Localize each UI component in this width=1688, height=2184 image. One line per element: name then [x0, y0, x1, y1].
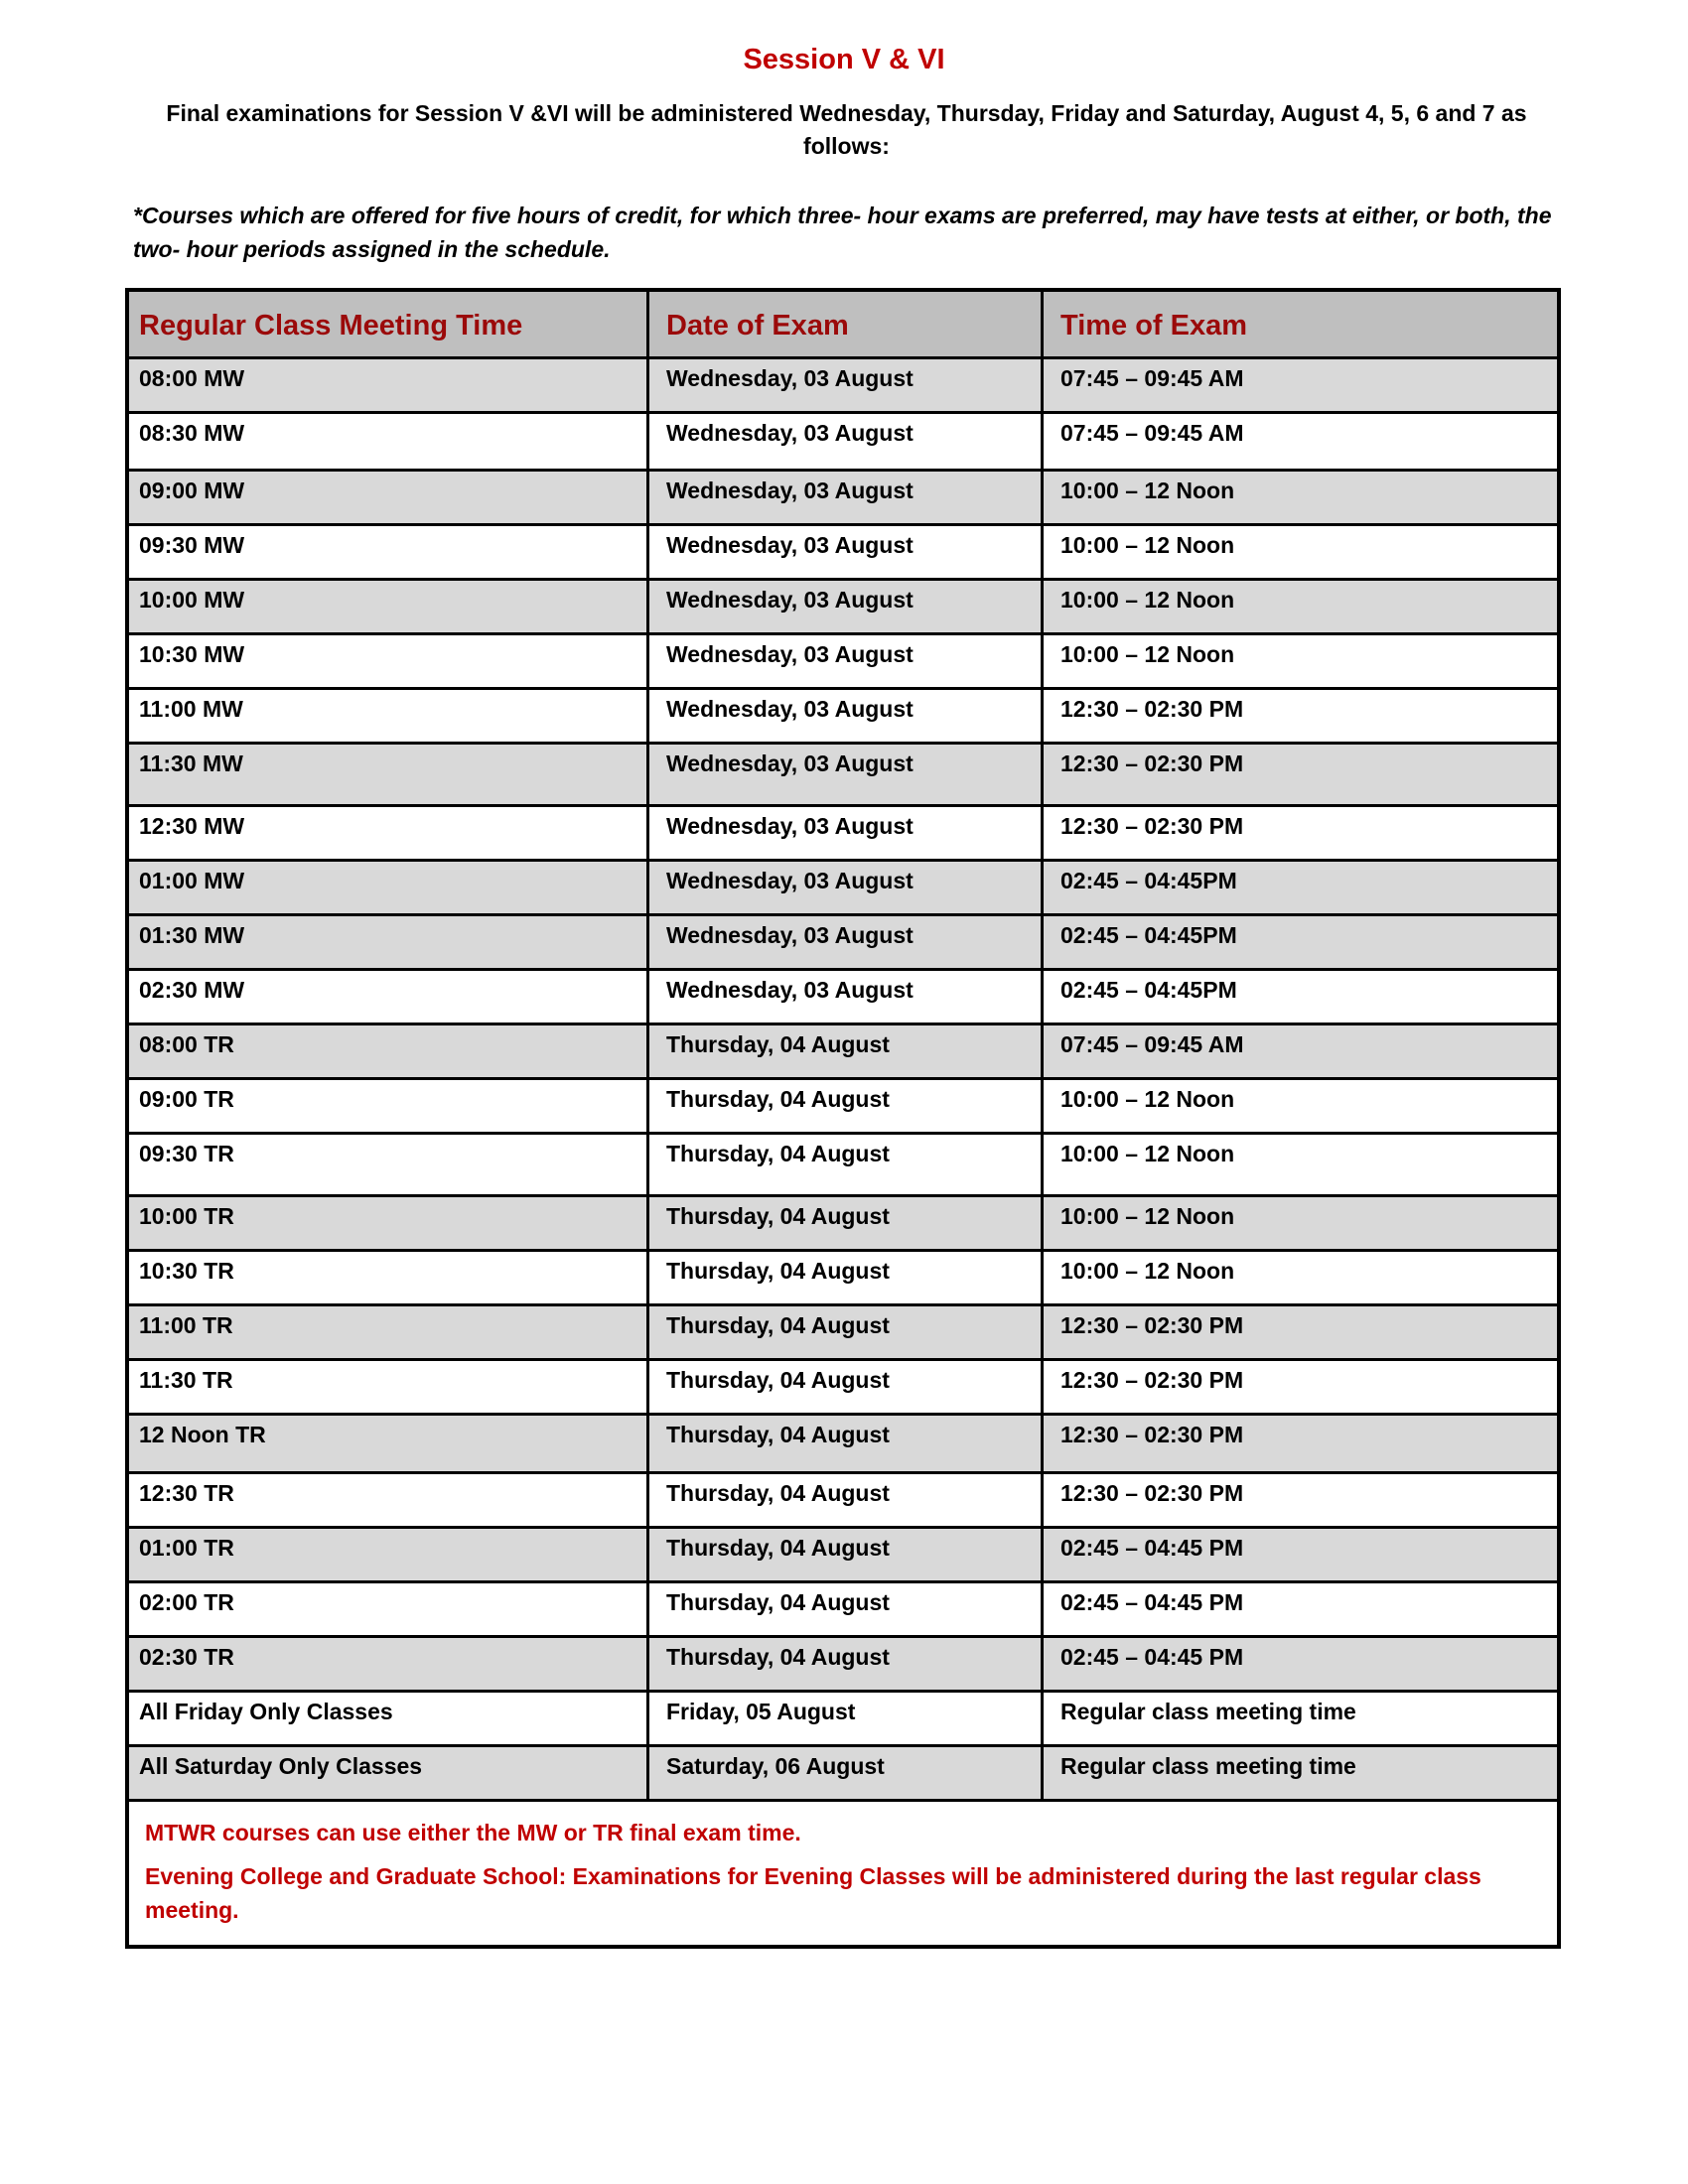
meeting-time-cell: 12:30 MW	[129, 807, 649, 859]
table-row	[129, 1197, 1557, 1252]
exam-time-cell: 10:00 – 12 Noon	[1060, 1086, 1235, 1112]
meeting-time-cell: 10:30 MW	[129, 635, 649, 687]
header-exam-time: Time of Exam	[1060, 310, 1248, 341]
exam-time-cell: 10:00 – 12 Noon	[1060, 1141, 1235, 1166]
exam-time-cell: 10:00 – 12 Noon	[1060, 1203, 1235, 1229]
exam-date-cell: Wednesday, 03 August	[649, 971, 1044, 1023]
exam-time-cell: 12:30 – 02:30 PM	[1060, 1422, 1244, 1447]
meeting-time-cell: 09:30 MW	[129, 526, 649, 578]
header-exam-date: Date of Exam	[649, 292, 1044, 356]
meeting-time-cell: 12:30 TR	[129, 1474, 649, 1526]
exam-time-cell: 12:30 – 02:30 PM	[1060, 813, 1244, 839]
meeting-time-cell: 10:00 TR	[129, 1197, 649, 1249]
exam-time-cell: Regular class meeting time	[1060, 1753, 1356, 1779]
meeting-time-cell: 02:00 TR	[129, 1583, 649, 1635]
exam-time-cell: 02:45 – 04:45 PM	[1060, 1644, 1244, 1670]
exam-time-cell: 10:00 – 12 Noon	[1060, 641, 1235, 667]
exam-time-cell: 10:00 – 12 Noon	[1060, 587, 1235, 613]
exam-date-cell: Thursday, 04 August	[649, 1080, 1044, 1132]
meeting-time-cell: 11:30 TR	[129, 1361, 649, 1413]
exam-date-cell: Wednesday, 03 August	[649, 581, 1044, 632]
table-body	[129, 359, 1557, 1802]
exam-date-cell: Thursday, 04 August	[649, 1638, 1044, 1690]
exam-time-cell: 07:45 – 09:45 AM	[1060, 420, 1244, 446]
meeting-time-cell: 11:30 MW	[129, 745, 649, 804]
meeting-time-cell: 09:30 TR	[129, 1135, 649, 1194]
table-row	[129, 472, 1557, 526]
exam-time-cell: 12:30 – 02:30 PM	[1060, 1312, 1244, 1338]
exam-date-cell: Thursday, 04 August	[649, 1306, 1044, 1358]
exam-time-cell: 12:30 – 02:30 PM	[1060, 1480, 1244, 1506]
mtwr-note: MTWR courses can use either the MW or TR final exam time.	[145, 1820, 801, 1845]
table-row	[129, 1529, 1557, 1583]
exam-date-cell: Thursday, 04 August	[649, 1529, 1044, 1580]
exam-date-cell: Wednesday, 03 August	[649, 635, 1044, 687]
meeting-time-cell: 01:00 MW	[129, 862, 649, 913]
meeting-time-cell: 01:00 TR	[129, 1529, 649, 1580]
table-row	[129, 1306, 1557, 1361]
exam-schedule-table	[125, 288, 1561, 1949]
table-row	[129, 581, 1557, 635]
meeting-time-cell: 08:00 TR	[129, 1025, 649, 1077]
header-meeting-time: Regular Class Meeting Time	[129, 292, 649, 356]
evening-note: Evening College and Graduate School: Examinations for Evening Classes will be administered during the last regular class meeting.	[145, 1863, 1481, 1923]
exam-date-cell: Thursday, 04 August	[649, 1583, 1044, 1635]
exam-time-cell: 12:30 – 02:30 PM	[1060, 751, 1244, 776]
table-header-row	[129, 292, 1557, 359]
exam-time-cell: 02:45 – 04:45PM	[1060, 977, 1237, 1003]
table-row	[129, 1747, 1557, 1802]
intro-paragraph: Final examinations for Session V &VI will be administered Wednesday, Thursday, Friday and Saturday, August 4, 5, 6 and 7 as follows:	[166, 100, 1527, 159]
table-row	[129, 916, 1557, 971]
table-row	[129, 1416, 1557, 1474]
meeting-time-cell: 10:00 MW	[129, 581, 649, 632]
table-row	[129, 745, 1557, 807]
table-row	[129, 1583, 1557, 1638]
table-row	[129, 807, 1557, 862]
table-row	[129, 1025, 1557, 1080]
exam-time-cell: 02:45 – 04:45PM	[1060, 922, 1237, 948]
table-row	[129, 690, 1557, 745]
exam-date-cell: Wednesday, 03 August	[649, 359, 1044, 411]
exam-time-cell: 02:45 – 04:45PM	[1060, 868, 1237, 893]
exam-date-cell: Wednesday, 03 August	[649, 414, 1044, 469]
exam-date-cell: Thursday, 04 August	[649, 1474, 1044, 1526]
exam-date-cell: Wednesday, 03 August	[649, 862, 1044, 913]
table-row	[129, 414, 1557, 472]
table-row	[129, 635, 1557, 690]
exam-date-cell: Saturday, 06 August	[649, 1747, 1044, 1799]
exam-date-cell: Thursday, 04 August	[649, 1025, 1044, 1077]
meeting-time-cell: 11:00 TR	[129, 1306, 649, 1358]
exam-time-cell: 12:30 – 02:30 PM	[1060, 696, 1244, 722]
exam-time-cell: Regular class meeting time	[1060, 1699, 1356, 1724]
table-row	[129, 971, 1557, 1025]
meeting-time-cell: 08:00 MW	[129, 359, 649, 411]
exam-time-cell: 02:45 – 04:45 PM	[1060, 1589, 1244, 1615]
exam-time-cell: 10:00 – 12 Noon	[1060, 478, 1235, 503]
exam-date-cell: Thursday, 04 August	[649, 1197, 1044, 1249]
table-row	[129, 1693, 1557, 1747]
exam-date-cell: Wednesday, 03 August	[649, 526, 1044, 578]
table-row	[129, 862, 1557, 916]
exam-date-cell: Thursday, 04 August	[649, 1416, 1044, 1471]
exam-date-cell: Wednesday, 03 August	[649, 472, 1044, 523]
exam-date-cell: Thursday, 04 August	[649, 1361, 1044, 1413]
table-row	[129, 359, 1557, 414]
exam-date-cell: Wednesday, 03 August	[649, 745, 1044, 804]
exam-date-cell: Wednesday, 03 August	[649, 916, 1044, 968]
exam-time-cell: 12:30 – 02:30 PM	[1060, 1367, 1244, 1393]
exam-time-cell: 02:45 – 04:45 PM	[1060, 1535, 1244, 1561]
meeting-time-cell: 02:30 MW	[129, 971, 649, 1023]
table-footer-notes	[129, 1802, 1557, 1945]
credit-note: *Courses which are offered for five hours of credit, for which three- hour exams are preferred, may have tests at either, or both, the two- hour periods assigned in the schedule.	[133, 203, 1552, 262]
meeting-time-cell: 09:00 TR	[129, 1080, 649, 1132]
exam-time-cell: 10:00 – 12 Noon	[1060, 1258, 1235, 1284]
exam-time-cell: 07:45 – 09:45 AM	[1060, 1031, 1244, 1057]
meeting-time-cell: 11:00 MW	[129, 690, 649, 742]
meeting-time-cell: 01:30 MW	[129, 916, 649, 968]
table-row	[129, 1474, 1557, 1529]
exam-date-cell: Wednesday, 03 August	[649, 807, 1044, 859]
exam-time-cell: 10:00 – 12 Noon	[1060, 532, 1235, 558]
table-row	[129, 526, 1557, 581]
meeting-time-cell: 02:30 TR	[129, 1638, 649, 1690]
meeting-time-cell: All Saturday Only Classes	[129, 1747, 649, 1799]
meeting-time-cell: 10:30 TR	[129, 1252, 649, 1303]
meeting-time-cell: All Friday Only Classes	[129, 1693, 649, 1744]
table-row	[129, 1135, 1557, 1197]
table-row	[129, 1252, 1557, 1306]
page-title: Session V & VI	[743, 44, 945, 75]
exam-time-cell: 07:45 – 09:45 AM	[1060, 365, 1244, 391]
exam-date-cell: Thursday, 04 August	[649, 1252, 1044, 1303]
meeting-time-cell: 08:30 MW	[129, 414, 649, 469]
exam-date-cell: Wednesday, 03 August	[649, 690, 1044, 742]
table-row	[129, 1638, 1557, 1693]
exam-date-cell: Thursday, 04 August	[649, 1135, 1044, 1194]
exam-date-cell: Friday, 05 August	[649, 1693, 1044, 1744]
table-row	[129, 1080, 1557, 1135]
meeting-time-cell: 12 Noon TR	[129, 1416, 649, 1471]
meeting-time-cell: 09:00 MW	[129, 472, 649, 523]
table-row	[129, 1361, 1557, 1416]
